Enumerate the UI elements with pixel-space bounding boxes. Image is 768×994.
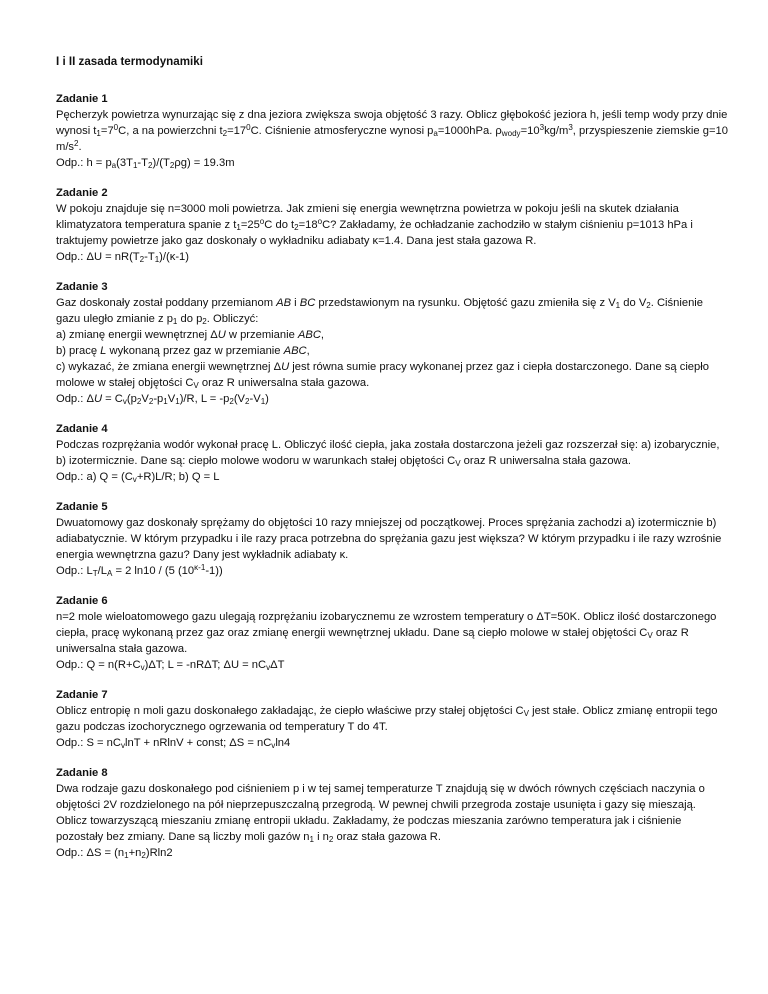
problem-7: [56, 687, 728, 751]
problem-text: Pęcherzyk powietrza wynurzając się z dna jeziora zwiększa swoja objętość 3 razy. Oblicz głębokość jeziora h, jeśli temp wody przy dnie wynosi $t_1=7^0C$, a na powierzchni $t_2=17^0C$. Ciśnienie atmosferyczne wynosi $p_a=1000hPa$. $\rho_{wody}=10^3kg/m^3$, przyspieszenie ziemskie g=10 $m/s^2$.: [56, 109, 728, 153]
problem-heading: Zadanie 8: [56, 767, 108, 779]
problem-heading: Zadanie 6: [56, 595, 108, 607]
problem-text: Dwa rodzaje gazu doskonałego pod ciśnieniem p i w tej samej temperaturze T znajdują się w dwóch równych częściach naczynia o objętości 2V rozdzielonego na pół nieprzepuszczalną przegrodą. W pewnej chwili przegroda zostaje usunięta i gazy się mieszają. Oblicz towarzyszącą mieszaniu zmianę entropii układu. Zakładamy, że podczas mieszania zarówno temperatura jak i ciśnienie pozostały bez zmiany. Dane są liczby moli gazów $n_1$ i $n_2$ oraz stała gazowa R.: [56, 783, 705, 844]
problem-text: W pokoju znajduje się n=3000 moli powietrza. Jak zmieni się energia wewnętrzna powietrza w pokoju jeśli na skutek działania klimatyzatora temperatura spanie z $t_1=25^oC$ do $t_2=18^oC$? Zakładamy, że ochładzanie zachodziło w stałym ciśnieniu p=1013 hPa i traktujemy powietrze jako gaz doskonały o wykładniku adiabaty κ=1.4. Dana jest stała gazowa R.: [56, 203, 693, 247]
problem-answer: Odp.: $L_T/L_A = 2$ ln10 / (5 $(10^{\kappa-1}-1)$): [56, 563, 223, 578]
problem-5: [56, 499, 728, 579]
problem-4: [56, 421, 728, 485]
problem-text: c) wykazać, że zmiana energii wewnętrznej ΔU jest równa sumie pracy wykonanej przez gaz i ciepła dostarczonego. Dane są ciepło molowe w stałej objętości $C_V$ oraz R uniwersalna stała gazowa.: [56, 361, 709, 390]
problem-answer: Odp.: $Q = n(R+C_v)\Delta T$; L = -nRΔT; $\Delta U = nC_v\Delta T$: [56, 659, 285, 672]
problem-answer: Odp.: $h = p_a(3T_1-T_2)/(T_2\rho g) = 19.3m$: [56, 157, 235, 170]
problem-text: Dwuatomowy gaz doskonały sprężamy do objętości 10 razy mniejszej od początkowej. Proces sprężania zachodzi a) izotermicznie b) adiabatycznie. W którym przypadku i ile razy praca potrzebna do sprężania gazu jest większa? W którym przypadku i ile razy wzrośnie energia wewnętrzna gazu? Dany jest wykładnik adiabaty κ.: [56, 517, 722, 561]
problem-list: [56, 91, 728, 861]
problem-heading: Zadanie 5: [56, 501, 108, 513]
problem-heading: Zadanie 4: [56, 423, 108, 435]
problem-6: [56, 593, 728, 673]
problem-text: Oblicz entropię n moli gazu doskonałego zakładając, że ciepło właściwe przy stałej objętości $C_V$ jest stałe. Oblicz zmianę entropii tego gazu podczas izochorycznego ogrzewania od temperatury T do 4T.: [56, 705, 718, 733]
problem-answer: Odp.: $\Delta U = C_v(p_2V_2-p_1V_1)/R$, $L = -p_2(V_2-V_1)$: [56, 393, 269, 406]
problem-3: [56, 279, 728, 407]
problem-heading: Zadanie 1: [56, 93, 108, 105]
problem-answer: Odp.: $\Delta U = nR(T_2-T_1)/(\kappa-1)$: [56, 251, 189, 264]
problem-text: Gaz doskonały został poddany przemianom AB i BC przedstawionym na rysunku. Objętość gazu zmieniła się z $V_1$ do $V_2$. Ciśnienie gazu uległo zmianie z $p_1$ do $p_2$. Obliczyć:: [56, 297, 703, 326]
problem-answer: Odp.: $\Delta S = (n_1+n_2)Rln2$: [56, 847, 173, 860]
problem-answer: Odp.: a) $Q = (C_v+R)L/R$; b) Q = L: [56, 471, 220, 484]
problem-text: n=2 mole wieloatomowego gazu ulegają rozprężaniu izobarycznemu ze wzrostem temperatury o ΔT=50K. Oblicz ilość dostarczonego ciepła, pracę wykonaną przez gaz oraz zmianę energii wewnętrznej układu. Dane są ciepło molowe w stałej objętości $C_V$ oraz R uniwersalna stała gazowa.: [56, 611, 717, 655]
problem-heading: Zadanie 7: [56, 689, 108, 701]
document-title: I i II zasada termodynamiki: [56, 55, 203, 68]
problem-heading: Zadanie 3: [56, 281, 108, 293]
problem-1: [56, 91, 728, 171]
problem-text: b) pracę L wykonaną przez gaz w przemianie ABC,: [56, 345, 310, 357]
problem-answer: Odp.: $S = nC_v\ln T + nRlnV$ + const; $\Delta S = nC_v\ln 4$: [56, 737, 291, 750]
problem-2: [56, 185, 728, 265]
problem-8: [56, 765, 728, 861]
problem-text: Podczas rozprężania wodór wykonał pracę L. Obliczyć ilość ciepła, jaka została dostarczona jeżeli gaz rozszerzał się: a) izobarycznie, b) izotermicznie. Dane są: ciepło molowe wodoru w warunkach stałej objętości $C_V$ oraz R uniwersalna stała gazowa.: [56, 439, 720, 468]
problem-text: a) zmianę energii wewnętrznej ΔU w przemianie ABC,: [56, 329, 325, 341]
problem-heading: Zadanie 2: [56, 187, 108, 199]
